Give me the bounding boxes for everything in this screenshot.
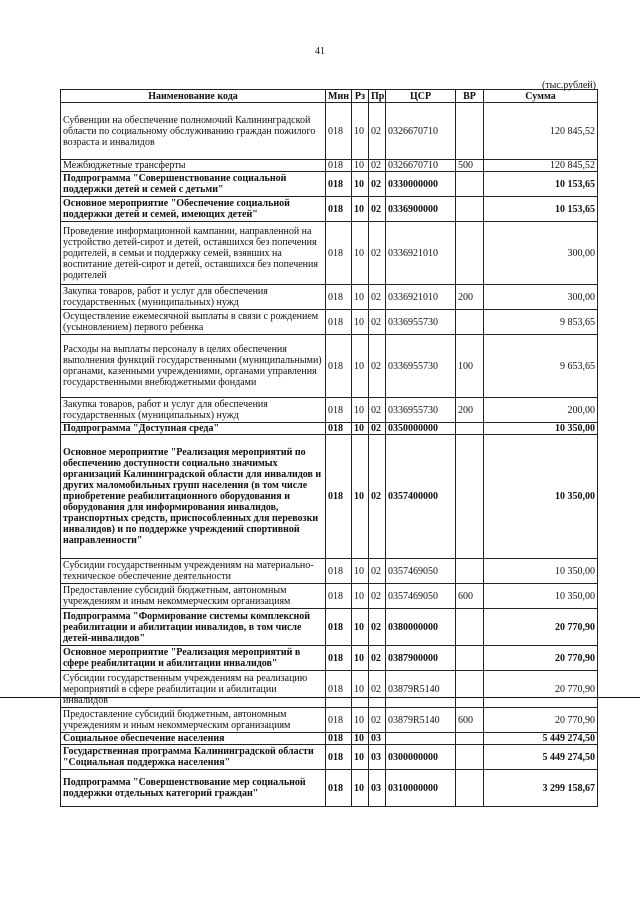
row-min-cell: 018 [326,398,352,423]
table-row [61,671,598,708]
row-pr-cell: 02 [369,559,386,584]
row-csr-cell: 0336955730 [386,398,456,423]
row-vr-cell [456,609,484,646]
units-label: (тыс.рублей) [541,80,596,91]
row-pr-cell: 02 [369,646,386,671]
table-row [61,398,598,423]
row-vr-cell [456,222,484,285]
row-rz-cell: 10 [352,646,369,671]
table-row [61,103,598,160]
row-csr-cell: 0336921010 [386,222,456,285]
table-row [61,335,598,398]
row-rz-cell: 10 [352,671,369,708]
row-rz-cell: 10 [352,559,369,584]
row-vr-cell [456,770,484,807]
row-name-cell: Закупка товаров, работ и услуг для обеспечения государственных (муниципальных) нужд [61,398,326,423]
row-vr-cell [456,423,484,435]
row-pr-cell: 02 [369,584,386,609]
row-name-cell: Расходы на выплаты персоналу в целях обеспечения выполнения функций государственными (муниципальными) органами, казенными учреждениями, органами управления государственными внебюджетными фондами [61,335,326,398]
row-name-cell: Осуществление ежемесячной выплаты в связи с рождением (усыновлением) первого ребенка [61,310,326,335]
row-sum-cell: 20 770,90 [484,671,598,708]
table-header-row [61,90,598,103]
row-pr-cell: 02 [369,222,386,285]
row-rz-cell: 10 [352,733,369,745]
row-min-cell: 018 [326,708,352,733]
row-sum-cell: 10 153,65 [484,197,598,222]
row-vr-cell [456,197,484,222]
row-rz-cell: 10 [352,197,369,222]
row-pr-cell: 02 [369,197,386,222]
row-sum-cell: 200,00 [484,398,598,423]
row-csr-cell: 0300000000 [386,745,456,770]
row-rz-cell: 10 [352,335,369,398]
row-vr-cell [456,172,484,197]
row-rz-cell: 10 [352,172,369,197]
header-sum: Сумма [484,90,598,103]
table-row [61,770,598,807]
row-csr-cell: 0350000000 [386,423,456,435]
row-name-cell: Межбюджетные трансферты [61,160,326,172]
row-vr-cell: 600 [456,584,484,609]
row-name-cell: Государственная программа Калининградской области "Социальная поддержка населения" [61,745,326,770]
row-sum-cell: 120 845,52 [484,160,598,172]
row-csr-cell: 0357469050 [386,559,456,584]
row-sum-cell: 9 853,65 [484,310,598,335]
row-pr-cell: 02 [369,335,386,398]
table-row [61,559,598,584]
row-name-cell: Предоставление субсидий бюджетным, автономным учреждениям и иным некоммерческим организациям [61,584,326,609]
row-min-cell: 018 [326,559,352,584]
row-rz-cell: 10 [352,160,369,172]
row-csr-cell [386,733,456,745]
row-pr-cell: 03 [369,745,386,770]
row-sum-cell: 120 845,52 [484,103,598,160]
row-vr-cell [456,745,484,770]
row-pr-cell: 02 [369,423,386,435]
row-pr-cell: 02 [369,435,386,559]
row-min-cell: 018 [326,172,352,197]
row-rz-cell: 10 [352,398,369,423]
row-rz-cell: 10 [352,708,369,733]
row-vr-cell: 200 [456,285,484,310]
header-csr: ЦСР [386,90,456,103]
row-name-cell: Социальное обеспечение населения [61,733,326,745]
row-rz-cell: 10 [352,770,369,807]
row-pr-cell: 02 [369,172,386,197]
row-name-cell: Субсидии государственным учреждениям на материально-техническое обеспечение деятельности [61,559,326,584]
row-min-cell: 018 [326,160,352,172]
table-row [61,646,598,671]
row-csr-cell: 03879R5140 [386,671,456,708]
row-name-cell: Закупка товаров, работ и услуг для обеспечения государственных (муниципальных) нужд [61,285,326,310]
row-min-cell: 018 [326,285,352,310]
row-pr-cell: 02 [369,285,386,310]
table-row [61,733,598,745]
row-min-cell: 018 [326,310,352,335]
table-row [61,160,598,172]
table-row [61,222,598,285]
table-row [61,172,598,197]
row-name-cell: Основное мероприятие "Реализация мероприятий в сфере реабилитации и абилитации инвалидов" [61,646,326,671]
row-sum-cell: 20 770,90 [484,609,598,646]
row-vr-cell: 100 [456,335,484,398]
row-csr-cell: 03879R5140 [386,708,456,733]
budget-table [60,89,598,807]
row-csr-cell: 0357469050 [386,584,456,609]
row-rz-cell: 10 [352,310,369,335]
row-rz-cell: 10 [352,609,369,646]
table-row [61,609,598,646]
row-pr-cell: 02 [369,398,386,423]
row-sum-cell: 300,00 [484,222,598,285]
table-row [61,708,598,733]
row-csr-cell: 0380000000 [386,609,456,646]
row-rz-cell: 10 [352,435,369,559]
row-sum-cell: 9 653,65 [484,335,598,398]
row-name-cell: Основное мероприятие "Обеспечение социальной поддержки детей и семей, имеющих детей" [61,197,326,222]
row-min-cell: 018 [326,745,352,770]
row-min-cell: 018 [326,609,352,646]
row-vr-cell [456,435,484,559]
row-rz-cell: 10 [352,584,369,609]
table-row [61,584,598,609]
row-sum-cell: 5 449 274,50 [484,733,598,745]
page-number: 41 [315,46,325,57]
row-name-cell: Субсидии государственным учреждениям на реализацию мероприятий в сфере реабилитации и абилитации инвалидов [61,671,326,708]
table-row [61,745,598,770]
row-vr-cell [456,559,484,584]
row-vr-cell [456,310,484,335]
row-csr-cell: 0330000000 [386,172,456,197]
row-name-cell: Подпрограмма "Формирование системы комплексной реабилитации и абилитации инвалидов, в том числе детей-инвалидов" [61,609,326,646]
table-row [61,197,598,222]
row-sum-cell: 10 350,00 [484,435,598,559]
row-sum-cell: 20 770,90 [484,708,598,733]
row-rz-cell: 10 [352,222,369,285]
header-name: Наименование кода [61,90,326,103]
row-sum-cell: 10 350,00 [484,423,598,435]
row-rz-cell: 10 [352,423,369,435]
row-name-cell: Подпрограмма "Доступная среда" [61,423,326,435]
row-csr-cell: 0336921010 [386,285,456,310]
row-rz-cell: 10 [352,103,369,160]
header-min: Мин [326,90,352,103]
table-row [61,435,598,559]
row-pr-cell: 02 [369,671,386,708]
row-sum-cell: 3 299 158,67 [484,770,598,807]
row-pr-cell: 02 [369,708,386,733]
row-vr-cell: 200 [456,398,484,423]
row-sum-cell: 5 449 274,50 [484,745,598,770]
row-csr-cell: 0336955730 [386,335,456,398]
row-min-cell: 018 [326,770,352,807]
row-name-cell: Подпрограмма "Совершенствование социальной поддержки детей и семей с детьми" [61,172,326,197]
row-pr-cell: 02 [369,310,386,335]
row-min-cell: 018 [326,103,352,160]
row-name-cell: Проведение информационной кампании, направленной на устройство детей-сирот и детей, оставшихся без попечения родителей, в семьи и поддержку семей, взявших на воспитание детей-сирот и детей, оставшихся без попечения родителей [61,222,326,285]
row-min-cell: 018 [326,733,352,745]
row-csr-cell: 0336900000 [386,197,456,222]
row-pr-cell: 02 [369,160,386,172]
row-min-cell: 018 [326,671,352,708]
row-pr-cell: 02 [369,609,386,646]
row-pr-cell: 03 [369,770,386,807]
row-min-cell: 018 [326,335,352,398]
row-vr-cell: 500 [456,160,484,172]
row-csr-cell: 0357400000 [386,435,456,559]
row-sum-cell: 300,00 [484,285,598,310]
header-rz: Рз [352,90,369,103]
row-rz-cell: 10 [352,285,369,310]
table-row [61,423,598,435]
row-vr-cell [456,103,484,160]
row-sum-cell: 20 770,90 [484,646,598,671]
row-sum-cell: 10 350,00 [484,559,598,584]
row-min-cell: 018 [326,197,352,222]
header-pr: Пр [369,90,386,103]
row-sum-cell: 10 153,65 [484,172,598,197]
row-vr-cell: 600 [456,708,484,733]
row-vr-cell [456,671,484,708]
row-csr-cell: 0326670710 [386,103,456,160]
row-csr-cell: 0387900000 [386,646,456,671]
header-vr: ВР [456,90,484,103]
row-rz-cell: 10 [352,745,369,770]
row-min-cell: 018 [326,435,352,559]
row-name-cell: Подпрограмма "Совершенствование мер социальной поддержки отдельных категорий граждан" [61,770,326,807]
strike-through-line [0,697,640,698]
row-name-cell: Субвенции на обеспечение полномочий Калининградской области по социальному обслуживанию граждан пожилого возраста и инвалидов [61,103,326,160]
row-csr-cell: 0326670710 [386,160,456,172]
row-name-cell: Основное мероприятие "Реализация мероприятий по обеспечению доступности социально значимых организаций Калининградской области для инвалидов и других маломобильных групп населения (в том числе приобретение реабилитационного оборудования и оборудования для информирования инвалидов, транспортных средств, приспособленных для перевозки инвалидов) и по поддержке учреждений спортивной направленности" [61,435,326,559]
row-min-cell: 018 [326,584,352,609]
row-pr-cell: 03 [369,733,386,745]
row-min-cell: 018 [326,222,352,285]
row-name-cell: Предоставление субсидий бюджетным, автономным учреждениям и иным некоммерческим организациям [61,708,326,733]
row-pr-cell: 02 [369,103,386,160]
row-min-cell: 018 [326,423,352,435]
table-row [61,285,598,310]
row-csr-cell: 0336955730 [386,310,456,335]
row-min-cell: 018 [326,646,352,671]
row-vr-cell [456,733,484,745]
row-vr-cell [456,646,484,671]
row-sum-cell: 10 350,00 [484,584,598,609]
row-csr-cell: 0310000000 [386,770,456,807]
table-row [61,310,598,335]
